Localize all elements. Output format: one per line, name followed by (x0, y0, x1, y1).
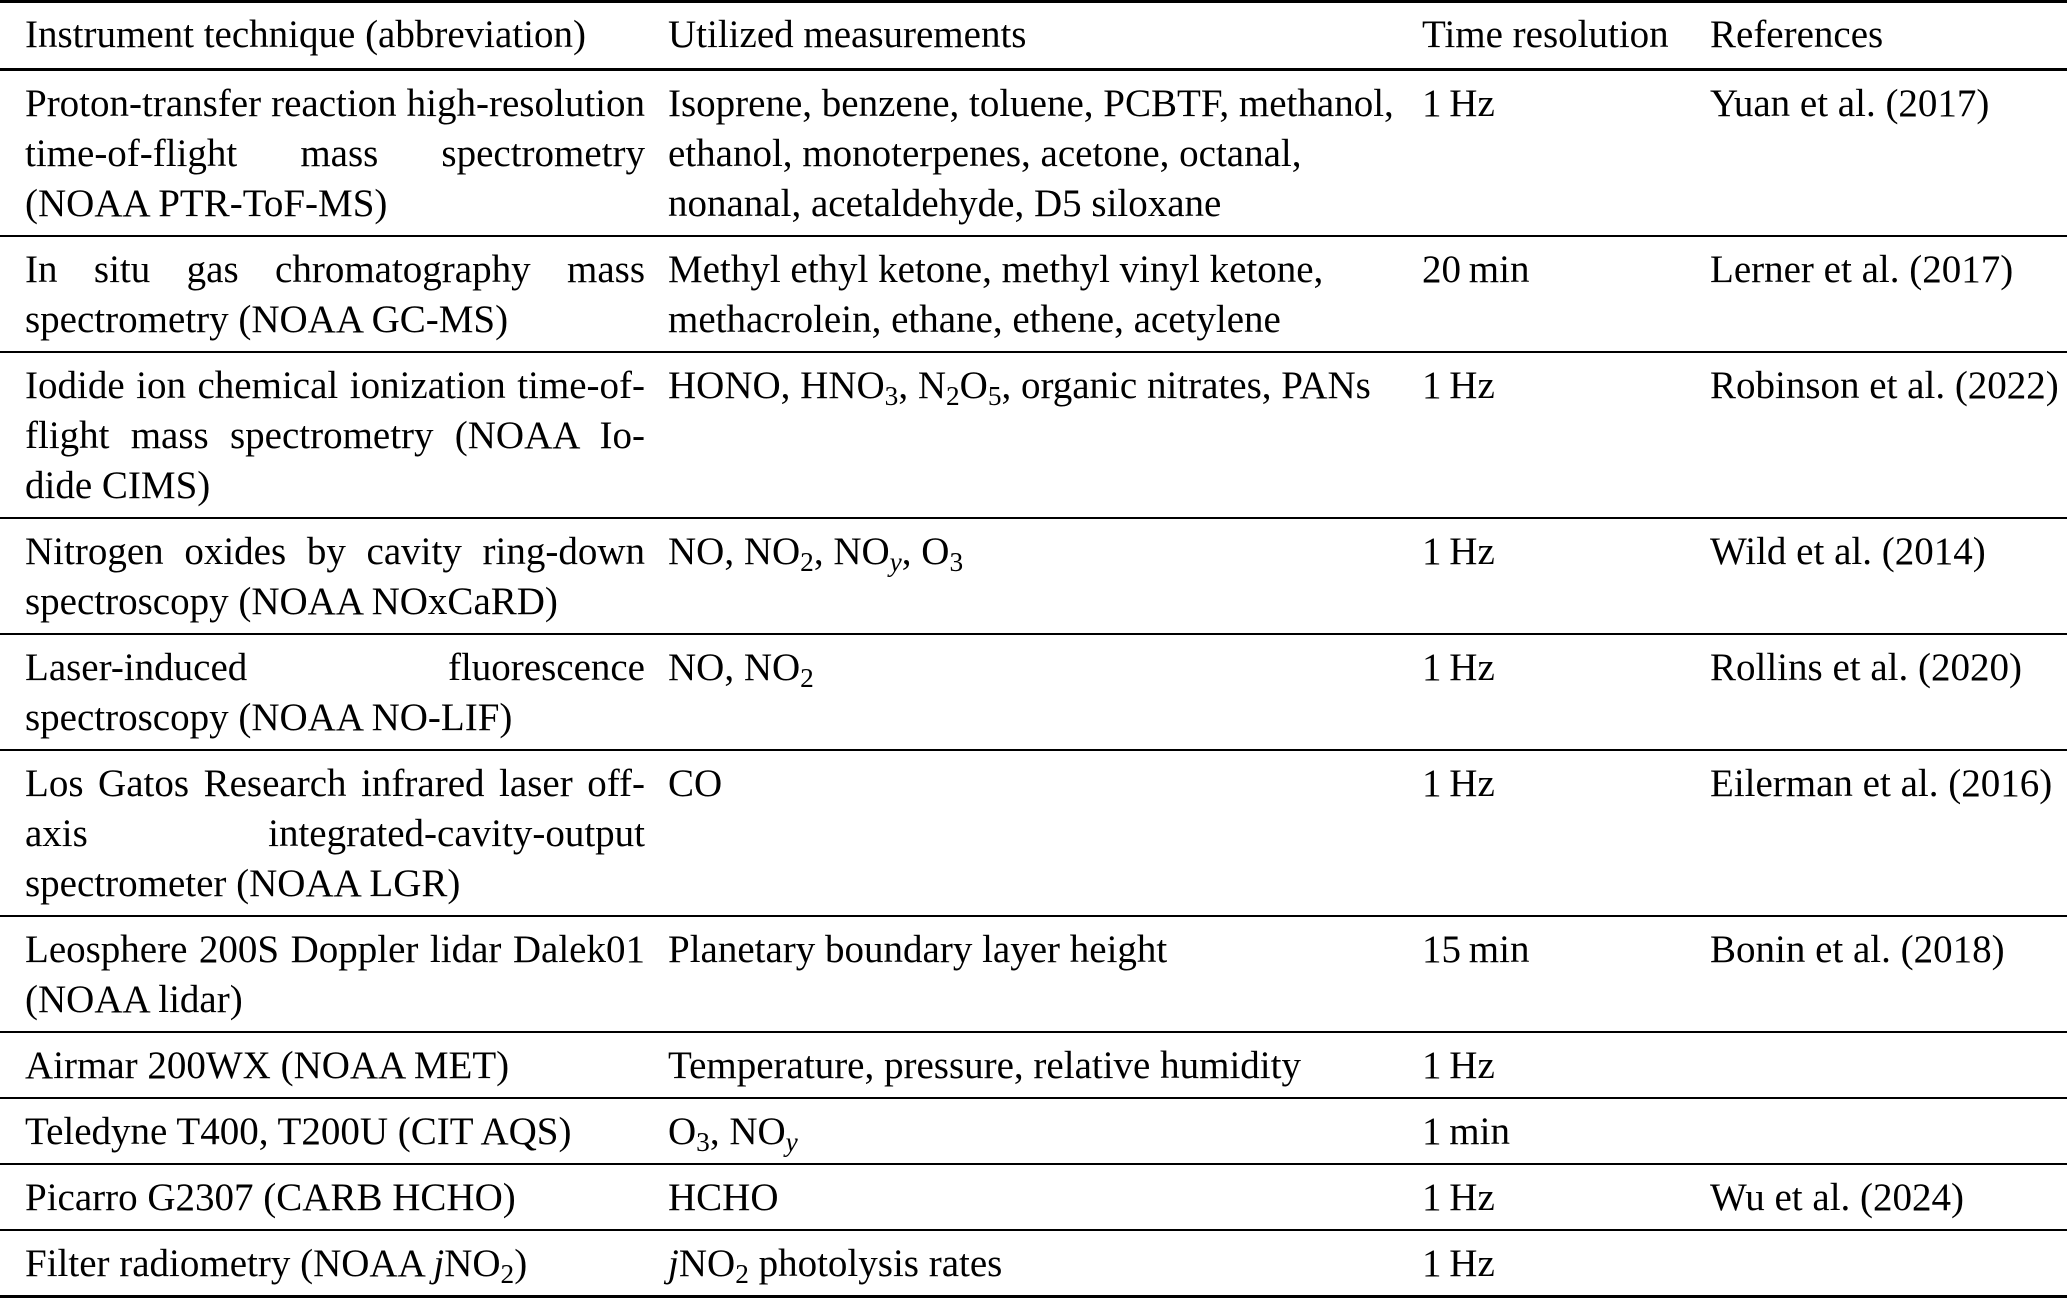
table-row (0, 634, 2067, 750)
technique-cell: Teledyne T400, T200U (CIT AQS) (25, 1110, 572, 1153)
measurements-cell: Isoprene, benzene, toluene, PCBTF, methanol, ethanol, monoterpenes, acetone, octanal, nonanal, acetaldehyde, D5 siloxane (668, 82, 1394, 225)
technique-cell: Leosphere 200S Doppler lidar Dalek01 (NOAA lidar) (25, 928, 645, 1021)
reference-cell: Wu et al. (2024) (1710, 1176, 1965, 1219)
technique-cell: Los Gatos Research infrared laser off-axis integrated-cavity-output spectrometer (NOAA LGR) (25, 762, 645, 905)
reference-cell: Yuan et al. (2017) (1710, 82, 1990, 125)
time-resolution-cell: 1 Hz (1422, 1044, 1495, 1087)
time-resolution-cell: 1 Hz (1422, 364, 1495, 407)
col-header-technique: Instrument technique (abbreviation) (0, 2, 668, 70)
time-resolution-cell: 1 Hz (1422, 82, 1495, 125)
reference-cell: Bonin et al. (2018) (1710, 928, 2005, 971)
measurements-cell: NO, $NO_2$ (668, 646, 814, 693)
technique-cell: In situ gas chromatography mass spectrometry (NOAA GC-MS) (25, 248, 645, 341)
table-body (0, 70, 2067, 1297)
table-row (0, 1032, 2067, 1098)
table-row (0, 352, 2067, 518)
technique-cell: Nitrogen oxides by cavity ring-down spectroscopy (NOAA NOxCaRD) (25, 530, 645, 623)
measurements-cell: NO, $NO_2$, $NO_y$, $O_3$ (668, 530, 964, 577)
table-row (0, 1164, 2067, 1230)
technique-cell: Laser-induced fluorescence spectroscopy (NOAA NO-LIF) (25, 646, 645, 739)
reference-cell: Robinson et al. (2022) (1710, 364, 2059, 407)
reference-cell: Wild et al. (2014) (1710, 530, 1986, 573)
reference-cell (1710, 1230, 2067, 1297)
measurements-cell: Methyl ethyl ketone, methyl vinyl ketone, methacrolein, ethane, ethene, acetylene (668, 248, 1324, 341)
technique-cell: Picarro G2307 (CARB HCHO) (25, 1176, 516, 1219)
time-resolution-cell: 15 min (1422, 928, 1530, 971)
measurements-cell: CO (668, 762, 723, 805)
table-row (0, 236, 2067, 352)
reference-cell (1710, 1098, 2067, 1164)
measurements-cell: HCHO (668, 1176, 779, 1219)
technique-cell: Iodide ion chemical ionization time-of-flight mass spectrometry (NOAA Iodide CIMS) (25, 364, 645, 507)
reference-cell: Lerner et al. (2017) (1710, 248, 2014, 291)
reference-cell: Rollins et al. (2020) (1710, 646, 2022, 689)
col-header-time-resolution: Time resolution (1422, 2, 1710, 70)
table-row (0, 916, 2067, 1032)
reference-cell: Eilerman et al. (2016) (1710, 762, 2053, 805)
table-row (0, 1230, 2067, 1297)
table-row (0, 750, 2067, 916)
measurements-cell: Planetary boundary layer height (668, 928, 1168, 971)
col-header-references: References (1710, 2, 2067, 70)
table-row (0, 70, 2067, 237)
time-resolution-cell: 1 Hz (1422, 646, 1495, 689)
table-row (0, 518, 2067, 634)
technique-cell: Proton-transfer reaction high-resolution time-of-flight mass spectrometry (NOAA PTR-ToF-MS) (25, 82, 645, 225)
technique-cell: Airmar 200WX (NOAA MET) (25, 1044, 510, 1087)
time-resolution-cell: 1 Hz (1422, 1242, 1495, 1285)
table-row (0, 1098, 2067, 1164)
time-resolution-cell: 1 min (1422, 1110, 1510, 1153)
reference-cell (1710, 1032, 2067, 1098)
header-row (0, 2, 2067, 70)
technique-cell: Filter radiometry (NOAA jNO$_2$) (25, 1242, 528, 1289)
measurements-cell: HONO, $HNO_3$, $N_2O_5$, organic nitrates, PANs (668, 364, 1371, 411)
time-resolution-cell: 1 Hz (1422, 530, 1495, 573)
measurements-cell: Temperature, pressure, relative humidity (668, 1044, 1301, 1087)
col-header-measurements: Utilized measurements (668, 2, 1422, 70)
time-resolution-cell: 1 Hz (1422, 1176, 1495, 1219)
measurements-cell: $O_3$, $NO_y$ (668, 1110, 798, 1157)
time-resolution-cell: 1 Hz (1422, 762, 1495, 805)
measurements-cell: jNO$_2$ photolysis rates (668, 1242, 1003, 1289)
time-resolution-cell: 20 min (1422, 248, 1530, 291)
